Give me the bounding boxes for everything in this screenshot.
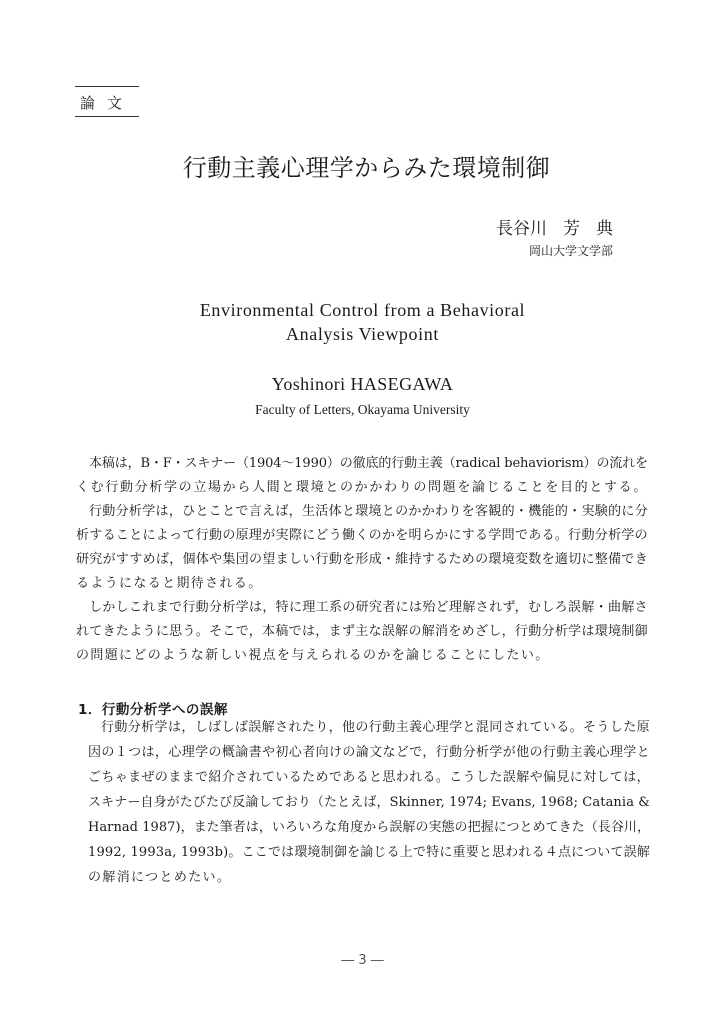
author-name-en: Yoshinori HASEGAWA <box>271 374 454 394</box>
article-category-label: 論文 <box>80 94 135 112</box>
abstract-line: 析することによって行動の原理が実際にどう働くのかを明らかにする学問である。行動分析学の <box>76 528 648 543</box>
abstract-line: しかしこれまで行動分析学は，特に理工系の研究者には殆ど理解されず，むしろ誤解・曲解さ <box>89 600 648 615</box>
author-affiliation-en: Faculty of Letters, Okayama University <box>255 402 470 417</box>
section-line: スキナー自身がたびたび反論しており（たとえば，Skinner, 1974; Evans, 1968; Catania & <box>88 795 650 810</box>
author-affiliation-ja: 岡山大学文学部 <box>528 244 613 258</box>
abstract-line: 研究がすすめば，個体や集団の望ましい行動を形成・維持するための環境変数を適切に整備でき <box>76 552 648 567</box>
section-line: ごちゃまぜのままで紹介されているためであると思われる。こうした誤解や偏見に対しては， <box>88 770 650 785</box>
author-given-name-2: 典 <box>596 219 613 239</box>
category-top-rule <box>75 86 139 87</box>
author-family-name: 長谷川 <box>496 219 547 239</box>
section-heading: 1．行動分析学への誤解 <box>78 702 228 718</box>
section-line: 因の１つは，心理学の概論書や初心者向けの論文などで，行動分析学が他の行動主義心理学と <box>88 745 650 760</box>
abstract-line: 本稿は，B・F・スキナー（1904〜1990）の徹底的行動主義（radical behaviorism）の流れを <box>89 456 648 471</box>
abstract-line: の問題にどのような新しい視点を与えられるのかを論じることにしたい。 <box>76 648 550 663</box>
category-bottom-rule <box>75 116 139 117</box>
section-line: 行動分析学は，しばしば誤解されたり，他の行動主義心理学と混同されている。そうした原 <box>101 720 650 735</box>
paper-title-ja: 行動主義心理学からみた環境制御 <box>182 154 551 182</box>
abstract-line: くむ行動分析学の立場から人間と環境とのかかわりの問題を論じることを目的とする。 <box>76 480 648 495</box>
author-given-name-1: 芳 <box>563 219 580 239</box>
section-line: Harnad 1987)，また筆者は，いろいろな角度から誤解の実態の把握につとめてきた（長谷川， <box>88 820 650 835</box>
author-name-ja <box>496 214 613 239</box>
paper-title-en-line1: Environmental Control from a Behavioral <box>199 300 526 320</box>
page-number: ― 3 ― <box>341 953 384 968</box>
abstract-line: るようになると期待される。 <box>76 576 263 591</box>
abstract-line: れてきたように思う。そこで，本稿では，まず主な誤解の解消をめざし，行動分析学は環境制御 <box>76 624 648 639</box>
paper-title-en-line2: Analysis Viewpoint <box>286 324 439 344</box>
abstract-line: 行動分析学は，ひとことで言えば，生活体と環境とのかかわりを客観的・機能的・実験的に分 <box>89 504 648 519</box>
section-line: の解消につとめたい。 <box>88 870 232 885</box>
section-line: 1992, 1993a, 1993b)。ここでは環境制御を論じる上で特に重要と思われる４点について誤解 <box>88 845 650 860</box>
